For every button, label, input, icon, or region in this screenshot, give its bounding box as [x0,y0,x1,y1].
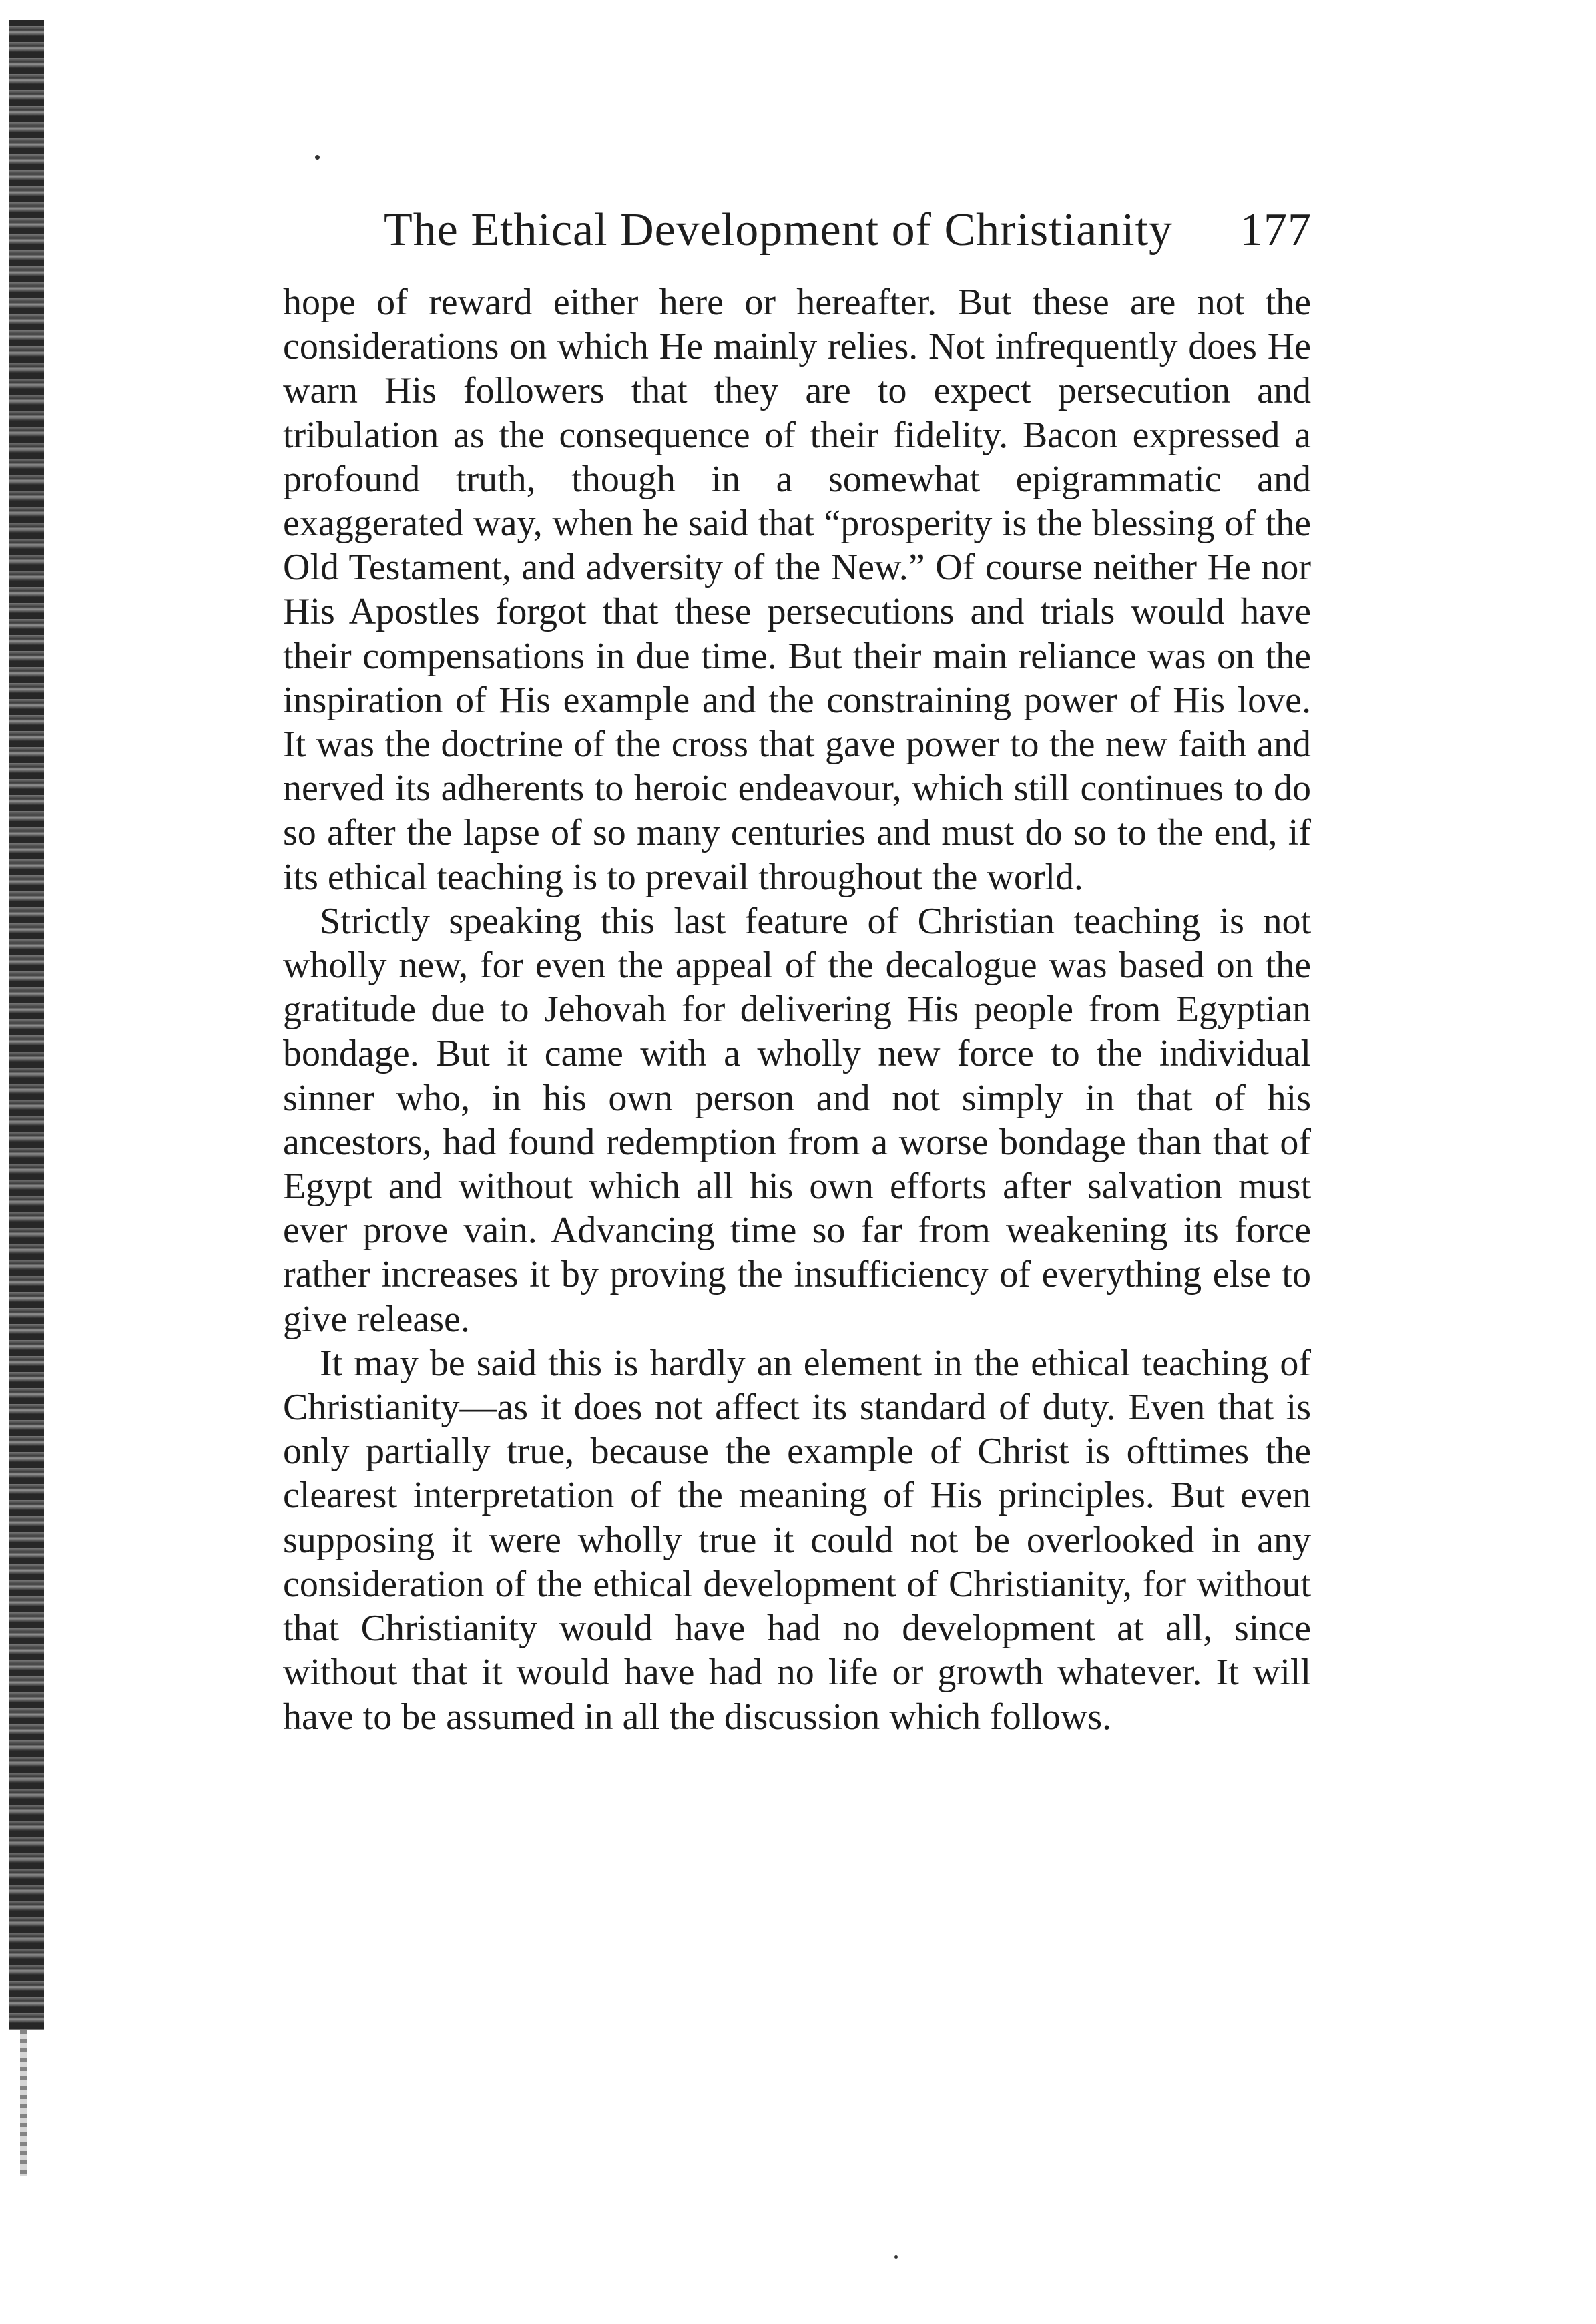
paragraph: It may be said this is hardly an element in the ethical teaching of Christianity—as it does not affect its standard of duty. Even that is only partially true, because the example of Christ is ofttimes the clearest interpretation of the meaning of His principles. But even supposing it were wholly true it could not be overlooked in any consideration of the ethical development of Christianity, for without that Christianity would have had no development at all, since without that it would have had no life or growth whatever. It will have to be assumed in all the discussion which follows. [283,1342,1311,1738]
scanned-binding-edge [9,20,44,2030]
ink-speck [315,155,320,160]
body-text [283,280,1311,1739]
running-header [384,194,1312,267]
paragraph: hope of reward either here or hereafter. But these are not the considerations on which He mainly relies. Not infrequently does He warn His followers that they are to expect persecution and tribulation as the consequence of their fidelity. Bacon expressed a profound truth, though in a somewhat epigrammatic and exaggerated way, when he said that “prosperity is the blessing of the Old Testament, and adversity of the New.” Of course neither He nor His Apostles forgot that these persecutions and trials would have their compensations in due time. But their main reliance was on the inspiration of His example and the constraining power of His love. It was the doctrine of the cross that gave power to the new faith and nerved its adherents to heroic endeavour, which still continues to do so after the lapse of so many centuries and must do so to the end, if its ethical teaching is to prevail throughout the world. [283,282,1311,898]
running-title: The Ethical Development of Christianity [384,204,1173,256]
ink-speck [894,2255,898,2259]
page-number: 177 [1240,204,1312,256]
paragraph: Strictly speaking this last feature of Christian teaching is not wholly new, for even the appeal of the decalogue was based on the gratitude due to Jehovah for delivering His people from Egyptian bondage. But it came with a wholly new force to the individual sinner who, in his own person and not simply in that of his ancestors, had found redemption from a worse bondage than that of Egypt and without which all his own efforts after salvation must ever prove vain. Advancing time so far from weakening its force rather increases it by proving the insufficiency of everything else to give release. [283,900,1311,1340]
binding-edge-fade [20,2030,27,2176]
